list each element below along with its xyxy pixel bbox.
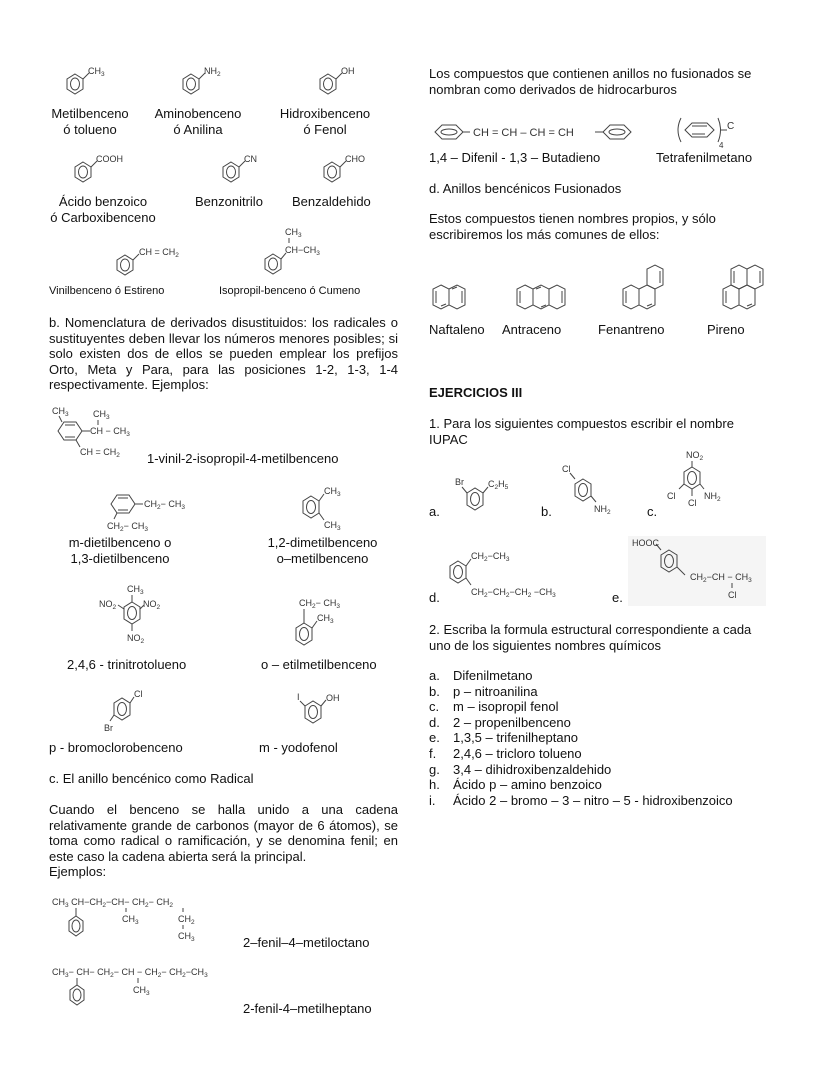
section-d-heading: d. Anillos bencénicos Fusionados — [429, 181, 622, 196]
name-line: ó Fenol — [303, 121, 347, 137]
compound-name: 2-fenil-4–metilheptano — [243, 1001, 372, 1016]
compound-name: Benzaldehido — [292, 194, 371, 209]
compound-name — [50, 535, 190, 566]
svg-text:CH − CH3: CH − $CH_3$ — [90, 426, 130, 438]
paragraph-last-line: Ejemplos: — [49, 864, 107, 879]
compound-name: Naftaleno — [429, 322, 485, 337]
o-ethylmethylbenzene-structure — [297, 596, 367, 654]
name-line: Aminobenceno — [154, 106, 242, 121]
list-item: a. Difenilmetano — [429, 668, 533, 683]
section-c-heading: c. El anillo bencénico como Radical — [49, 771, 254, 786]
o-xylene-structure — [298, 482, 358, 537]
svg-text:Cl: Cl — [667, 491, 676, 501]
svg-text:CH2− CH3: $CH_2- CH_3$ — [107, 521, 149, 533]
anthracene-structure — [516, 283, 572, 317]
item-label: c. — [647, 504, 658, 519]
svg-text:OH: OH — [341, 66, 355, 76]
compound-name — [44, 194, 162, 225]
section-b-text — [49, 315, 398, 393]
name-line: ó tolueno — [63, 121, 117, 137]
question-2-text — [429, 622, 778, 653]
svg-text:NO2: $NO_2$ — [686, 450, 704, 462]
benzaldehyde-structure — [319, 152, 369, 192]
svg-text:NH2: $NH_2$ — [204, 66, 221, 78]
list-item: d. 2 – propenilbenceno — [429, 714, 571, 730]
compound-name: Isopropil-benceno ó Cumeno — [219, 285, 361, 297]
p-bromochlorobenzene-structure — [103, 688, 163, 738]
vinyl-isopropyl-methylbenzene-structure — [50, 405, 160, 463]
svg-text:Cl: Cl — [562, 464, 571, 474]
svg-text:Cl: Cl — [134, 689, 143, 699]
svg-text:CH3: $CH_3$ — [324, 486, 341, 498]
benzonitrile-structure — [218, 152, 268, 192]
list-item: g. 3,4 – dihidroxibenzaldehido — [429, 761, 612, 777]
compound-name: Antraceno — [502, 322, 562, 337]
diphenylbutadiene-structure — [435, 122, 645, 144]
exercises-title: EJERCICIOS III — [429, 385, 523, 400]
compound-name — [250, 535, 395, 566]
svg-text:Br: Br — [104, 723, 113, 733]
svg-text:CH−CH3: $CH-CH_3$ — [285, 245, 320, 257]
svg-text:CH2−CH3: $CH_2-CH_3$ — [471, 551, 510, 563]
svg-text:OH: OH — [326, 693, 340, 703]
compound-name: Vinilbenceno ó Estireno — [49, 285, 165, 297]
tetraphenylmethane-structure — [675, 116, 745, 150]
list-item: c. m – isopropil fenol — [429, 699, 559, 715]
svg-text:CH3: $CH_3$ — [324, 520, 341, 532]
svg-text:NO2: $NO_2$ — [127, 633, 145, 645]
svg-text:CH3− CH− CH2− CH − CH2− CH2−CH: $CH_3- CH- CH_2-$ CH − $CH_2- CH_2-CH_3$ — [52, 967, 208, 979]
svg-text:Br: Br — [455, 477, 464, 487]
compound-name: Fenantreno — [598, 322, 665, 337]
svg-text:CH3: $CH_3$ — [127, 584, 144, 596]
compound-name — [143, 106, 253, 137]
item-label: b. — [541, 504, 552, 519]
name-line: ó Carboxibenceno — [50, 209, 156, 225]
paragraph: b. Nomenclatura de derivados disustituidos: los radicales o sustituyentes deben llevar los números menores posibles; si solo existen dos de ellos se pueden emplear los prefijos Orto, Meta y Para, para las posiciones 1-2, 1-3, 1-4 respectivamente. Ejemplos: — [49, 315, 398, 392]
phenanthrene-structure — [622, 257, 672, 317]
non-fused-intro — [429, 66, 778, 97]
exercise-c-structure — [665, 449, 735, 521]
list-item: f. 2,4,6 – tricloro tolueno — [429, 745, 582, 761]
list-item: e. 1,3,5 – trifenilheptano — [429, 730, 579, 746]
svg-text:HOOC: HOOC — [632, 538, 659, 548]
name-line: Metilbenceno — [51, 106, 129, 121]
styrene-structure — [112, 243, 192, 283]
compound-name: o – etilmetilbenceno — [261, 657, 377, 672]
phenol-structure — [315, 64, 365, 104]
compound-name: p - bromoclorobenceno — [49, 740, 183, 755]
name-line: 1,2-dimetilbenceno — [267, 535, 378, 550]
paragraph: 1. Para los siguientes compuestos escribir el nombre — [429, 416, 734, 431]
paragraph: Estos compuestos tienen nombres propios, y sólo — [429, 211, 716, 226]
svg-text:CH3: $CH_3$ — [88, 66, 105, 78]
svg-text:NH2: $NH_2$ — [704, 491, 721, 503]
paragraph: Los compuestos que contienen anillos no fusionados se — [429, 66, 752, 81]
svg-text:C2H5: $C_2H_5$ — [488, 479, 509, 491]
exercise-b-structure — [562, 463, 622, 517]
compound-name: 2,4,6 - trinitrotolueno — [67, 657, 187, 672]
phenyl-methyloctane-structure — [52, 896, 222, 948]
svg-text:CHO: CHO — [345, 154, 365, 164]
toluene-structure — [62, 64, 112, 104]
svg-text:NH2: $NH_2$ — [594, 504, 611, 516]
svg-text:CH3: $CH_3$ — [133, 985, 150, 997]
svg-text:COOH: COOH — [96, 154, 123, 164]
name-line: m-dietilbenceno o — [68, 535, 172, 550]
name-line: Ácido benzoico — [58, 194, 148, 209]
paragraph: 2. Escriba la formula estructural correspondiente a cada — [429, 622, 752, 637]
svg-text:CH2− CH3: $CH_2- CH_3$ — [144, 499, 186, 511]
name-line: o–metilbenceno — [276, 550, 369, 566]
compound-name: 1,4 – Difenil - 1,3 – Butadieno — [429, 150, 601, 165]
compound-name — [42, 106, 138, 137]
name-line: ó Anilina — [173, 121, 223, 137]
m-iodophenol-structure — [295, 690, 355, 738]
compound-name: 2–fenil–4–metiloctano — [243, 935, 370, 950]
question-2-list — [429, 668, 733, 808]
paragraph-last-line: IUPAC — [429, 431, 468, 447]
compound-name: Pireno — [707, 322, 745, 337]
svg-text:CH3: $CH_3$ — [52, 406, 69, 418]
svg-text:C: C — [727, 121, 735, 132]
list-item: b. p – nitroanilina — [429, 683, 538, 699]
item-label: e. — [612, 590, 623, 605]
exercise-d-structure — [448, 545, 598, 603]
paragraph-last-line: escribiremos los más comunes de ellos: — [429, 226, 660, 242]
paragraph-last-line: uno de los siguientes nombres químicos — [429, 637, 661, 653]
exercise-a-structure — [455, 476, 525, 520]
svg-text:CH3: $CH_3$ — [317, 613, 334, 625]
svg-text:CH3: $CH_3$ — [93, 409, 110, 421]
item-label: d. — [429, 590, 440, 605]
compound-name: Benzonitrilo — [195, 194, 263, 209]
phenyl-methylheptane-structure — [52, 966, 252, 1016]
svg-text:CH2−CH − CH3: $CH_2-CH - CH_3$ — [690, 572, 752, 584]
paragraph: Cuando el benceno se halla unido a una cadena relativamente grande de carbonos (mayor de 6 átomos), se toma como radical o ramificación, y se denomina fenil; en este caso la cadena abierta será la principal. — [49, 802, 398, 864]
svg-text:Cl: Cl — [688, 498, 697, 508]
exercise-e-structure — [630, 536, 770, 606]
svg-text:CH2− CH3: $CH_2- CH_3$ — [299, 598, 341, 610]
trinitrotoluene-structure — [98, 583, 178, 655]
compound-name: Tetrafenilmetano — [656, 150, 753, 165]
svg-text:CH = CH2: CH = $CH_2$ — [80, 447, 120, 459]
pyrene-structure — [722, 257, 772, 317]
svg-text:CH2−CH2−CH2 −CH3: $CH_2-CH_2-CH_2 -CH_3$ — [471, 587, 556, 599]
section-c-text — [49, 802, 398, 880]
svg-text:CH3: $CH_3$ — [178, 931, 195, 943]
aniline-structure — [178, 64, 228, 104]
compound-name — [270, 106, 380, 137]
question-1-text — [429, 416, 778, 447]
svg-text:CH2: $CH_2$ — [178, 914, 195, 926]
compound-name: 1-vinil-2-isopropil-4-metilbenceno — [147, 451, 339, 466]
svg-text:CN: CN — [244, 154, 257, 164]
svg-text:NO2: $NO_2$ — [143, 599, 161, 611]
svg-text:CH = CH2: CH = $CH_2$ — [139, 247, 179, 259]
svg-text:4: 4 — [719, 141, 724, 150]
cumene-structure — [260, 224, 340, 282]
list-item: i. Ácido 2 – bromo – 3 – nitro – 5 - hidroxibenzoico — [429, 792, 733, 808]
paragraph-last-line: nombran como derivados de hidrocarburos — [429, 81, 677, 97]
compound-name: m - yodofenol — [259, 740, 338, 755]
svg-text:Cl: Cl — [728, 590, 737, 600]
naphthalene-structure — [432, 283, 472, 317]
name-line: Hidroxibenceno — [279, 106, 371, 121]
list-item: h. Ácido p – amino benzoico — [429, 777, 602, 793]
svg-text:NO2: $NO_2$ — [99, 599, 117, 611]
section-d-text — [429, 211, 778, 242]
benzoic-acid-structure — [70, 152, 130, 192]
m-diethylbenzene-structure — [103, 490, 213, 535]
item-label: a. — [429, 504, 440, 519]
svg-text:CH3 CH−CH2−CH− CH2− CH2: $CH_3$ $CH-CH_2-CH- CH_2- CH_2$ — [52, 897, 174, 909]
svg-text:CH = CH – CH = CH: CH = CH – CH = CH — [473, 127, 574, 139]
svg-text:CH3: $CH_3$ — [122, 914, 139, 926]
svg-text:I: I — [297, 692, 300, 702]
svg-text:CH3: $CH_3$ — [285, 227, 302, 239]
name-line: 1,3-dietilbenceno — [70, 550, 170, 566]
